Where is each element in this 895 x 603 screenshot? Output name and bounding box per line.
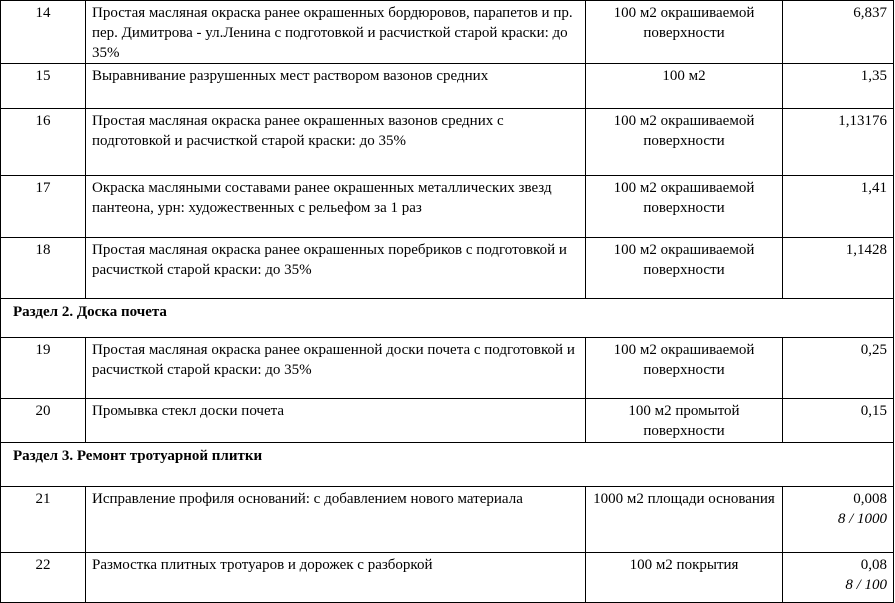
unit-of-measure: 100 м2 окрашиваемой поверхности xyxy=(586,1,783,64)
row-number: 21 xyxy=(1,487,86,553)
unit-of-measure: 1000 м2 площади основания xyxy=(586,487,783,553)
work-description: Выравнивание разрушенных мест раствором вазонов средних xyxy=(86,64,586,109)
row-number: 14 xyxy=(1,1,86,64)
section-row xyxy=(1,299,894,338)
table-row xyxy=(1,176,894,238)
unit-of-measure: 100 м2 окрашиваемой поверхности xyxy=(586,109,783,176)
row-number: 15 xyxy=(1,64,86,109)
table-row xyxy=(1,238,894,299)
work-description: Простая масляная окраска ранее окрашенных поребриков с подготовкой и расчисткой старой краски: до 35% xyxy=(86,238,586,299)
quantity-formula: 8 / 100 xyxy=(845,577,887,593)
quantity: 0,15 xyxy=(783,399,894,443)
quantity: 1,41 xyxy=(783,176,894,238)
table-row xyxy=(1,64,894,109)
row-number: 17 xyxy=(1,176,86,238)
work-description: Простая масляная окраска ранее окрашенных вазонов средних с подготовкой и расчисткой старой краски: до 35% xyxy=(86,109,586,176)
quantity: 1,13176 xyxy=(783,109,894,176)
work-description: Окраска масляными составами ранее окрашенных металлических звезд пантеона, урн: художественных с рельефом за 1 раз xyxy=(86,176,586,238)
quantity: 1,1428 xyxy=(783,238,894,299)
quantity: 0,008 xyxy=(853,491,887,507)
table-row xyxy=(1,338,894,399)
quantity: 0,08 xyxy=(860,557,887,573)
unit-of-measure: 100 м2 окрашиваемой поверхности xyxy=(586,176,783,238)
table-row xyxy=(1,109,894,176)
section-title: Раздел 3. Ремонт тротуарной плитки xyxy=(1,443,894,487)
section-title: Раздел 2. Доска почета xyxy=(1,299,894,338)
unit-of-measure: 100 м2 покрытия xyxy=(586,553,783,603)
unit-of-measure: 100 м2 xyxy=(586,64,783,109)
work-description: Простая масляная окраска ранее окрашенных бордюровов, парапетов и пр. пер. Димитрова - ул.Ленина с подготовкой и расчисткой старой краски: до 35% xyxy=(86,1,586,64)
table-row xyxy=(1,553,894,603)
quantity-formula: 8 / 1000 xyxy=(837,511,887,527)
row-number: 22 xyxy=(1,553,86,603)
unit-of-measure: 100 м2 окрашиваемой поверхности xyxy=(586,338,783,399)
quantity: 6,837 xyxy=(783,1,894,64)
quantity: 1,35 xyxy=(783,64,894,109)
work-description: Размостка плитных тротуаров и дорожек с разборкой xyxy=(86,553,586,603)
row-number: 16 xyxy=(1,109,86,176)
quantity-cell xyxy=(783,553,894,603)
unit-of-measure: 100 м2 окрашиваемой поверхности xyxy=(586,238,783,299)
work-description: Промывка стекл доски почета xyxy=(86,399,586,443)
row-number: 20 xyxy=(1,399,86,443)
work-description: Простая масляная окраска ранее окрашенной доски почета с подготовкой и расчисткой старой краски: до 35% xyxy=(86,338,586,399)
table-row xyxy=(1,1,894,64)
work-description: Исправление профиля оснований: с добавлением нового материала xyxy=(86,487,586,553)
section-row xyxy=(1,443,894,487)
row-number: 18 xyxy=(1,238,86,299)
row-number: 19 xyxy=(1,338,86,399)
unit-of-measure: 100 м2 промытой поверхности xyxy=(586,399,783,443)
table-row xyxy=(1,487,894,553)
quantity-cell xyxy=(783,487,894,553)
table-row xyxy=(1,399,894,443)
quantity: 0,25 xyxy=(783,338,894,399)
